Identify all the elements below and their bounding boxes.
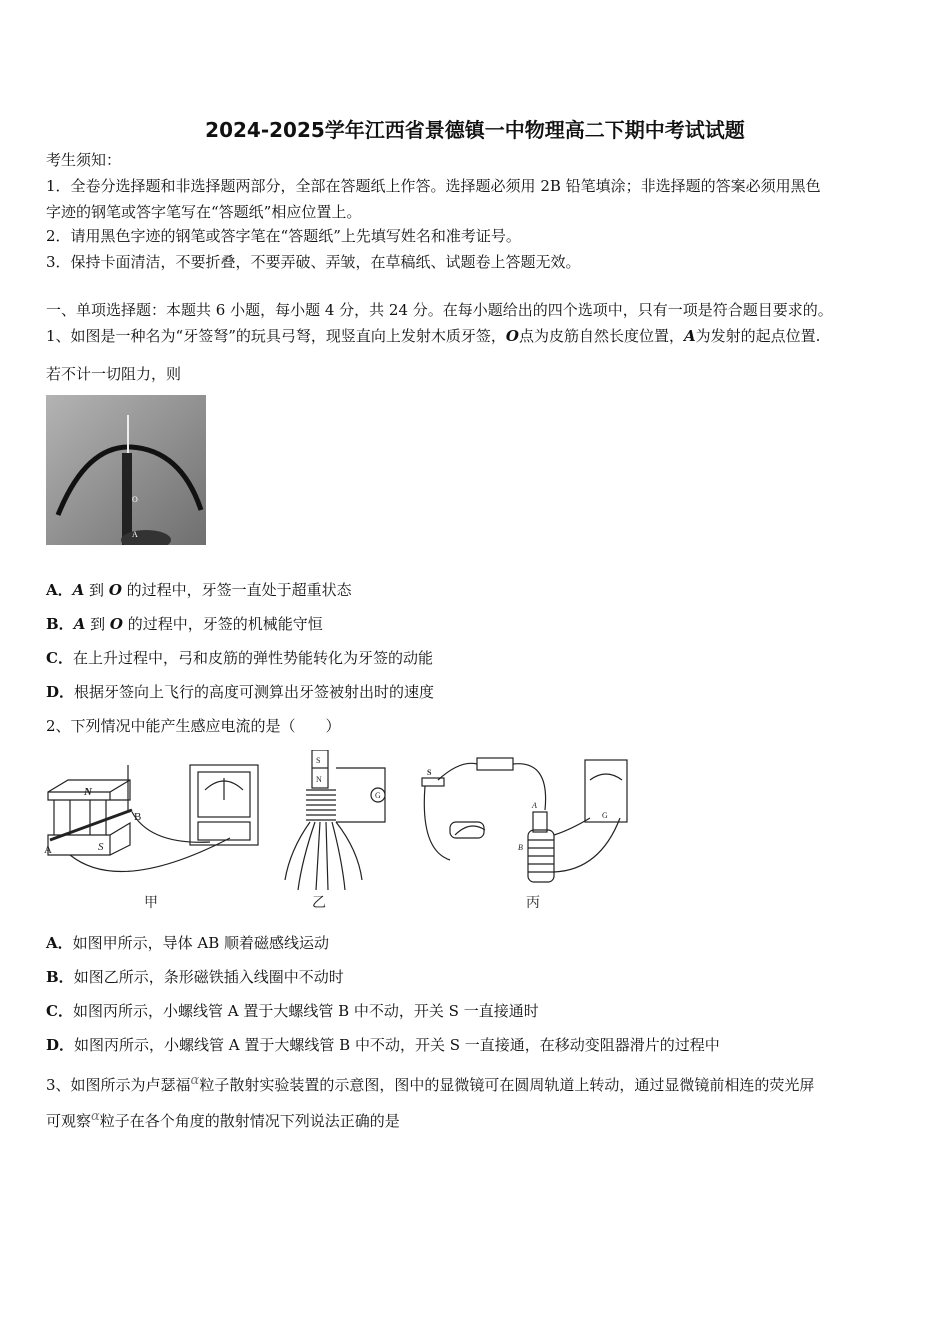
figure-jia — [44, 765, 258, 871]
option-text: 如图甲所示，导体 AB 顺着磁感线运动 — [72, 934, 330, 952]
q1-option-b[interactable] — [46, 614, 323, 634]
option-letter: A． — [46, 581, 73, 599]
option-text: 根据牙签向上飞行的高度可测算出牙签被射出时的速度 — [74, 683, 435, 701]
galvanometer-g: G — [602, 811, 608, 820]
point-a: A — [72, 581, 85, 599]
point-o: O — [109, 615, 123, 633]
option-text: 如图丙所示，小螺线管 A 置于大螺线管 B 中不动，开关 S 一直接通，在移动变阻器滑片的过程中 — [74, 1036, 720, 1054]
caption-bing: 丙 — [526, 896, 540, 911]
q2-stem: 2、下列情况中能产生感应电流的是（ ） — [46, 717, 341, 735]
conductor-end-a: A — [44, 844, 52, 856]
q2-option-d[interactable] — [46, 1035, 720, 1055]
q3-stem-text: 粒子在各个角度的散射情况下列说法正确的是 — [99, 1112, 400, 1130]
point-a: A — [683, 327, 696, 345]
option-letter: B． — [46, 968, 74, 986]
photo-label-o: O — [132, 495, 138, 504]
q1-stem — [46, 326, 820, 346]
notice-item: 2．请用黑色字迹的钢笔或答字笔在“答题纸”上先填写姓名和准考证号。 — [46, 227, 521, 245]
bar-magnet-n: N — [316, 775, 322, 784]
option-letter: A． — [46, 934, 73, 952]
q1-stem-text: 为发射的起点位置. — [695, 327, 821, 345]
point-o: O — [505, 327, 519, 345]
notice-item: 1．全卷分选择题和非选择题两部分，全部在答题纸上作答。选择题必须用 2B 铅笔填涂；非选择题的答案必须用黑色 — [46, 177, 821, 195]
q1-stem2: 若不计一切阻力，则 — [46, 365, 182, 383]
q1-stem-text: 1、如图是一种名为“牙签弩”的玩具弓弩，现竖直向上发射木质牙签， — [46, 327, 506, 345]
option-text: 到 — [85, 615, 110, 633]
q2-option-c[interactable] — [46, 1001, 539, 1021]
alpha-symbol: α — [91, 1109, 100, 1124]
q1-option-c[interactable] — [46, 648, 433, 668]
q3-stem-text: 可观察 — [46, 1112, 92, 1130]
switch-s: S — [427, 768, 432, 777]
photo-label-a: A — [132, 530, 138, 539]
option-letter: D． — [46, 683, 75, 701]
option-text: 到 — [84, 581, 109, 599]
magnet-pole-s: S — [98, 841, 104, 853]
figure-bing — [422, 758, 627, 882]
bar-magnet-s: S — [316, 756, 321, 765]
q2-option-b[interactable] — [46, 967, 344, 987]
q3-stem-text: 粒子散射实验装置的示意图，图中的显微镜可在圆周轨道上转动，通过显微镜前相连的荧光屏 — [199, 1076, 815, 1094]
figure-yi — [285, 750, 385, 890]
point-a: A — [73, 615, 86, 633]
q3-stem — [46, 1071, 814, 1095]
solenoid-b: B — [518, 843, 523, 852]
option-letter: D． — [46, 1036, 75, 1054]
q1-option-a[interactable] — [46, 580, 352, 600]
option-letter: B． — [46, 615, 74, 633]
section-heading: 一、单项选择题：本题共 6 小题，每小题 4 分，共 24 分。在每小题给出的四个选项中，只有一项是符合题目要求的。 — [46, 301, 833, 319]
option-letter: C． — [46, 649, 73, 667]
option-text: 在上升过程中，弓和皮筋的弹性势能转化为牙签的动能 — [72, 649, 433, 667]
option-text: 的过程中，牙签一直处于超重状态 — [121, 581, 352, 599]
q3-stem-text: 3、如图所示为卢瑟福 — [46, 1076, 191, 1094]
point-o: O — [108, 581, 122, 599]
notice-heading: 考生须知： — [46, 151, 122, 169]
caption-jia: 甲 — [144, 896, 158, 911]
option-text: 如图乙所示，条形磁铁插入线圈中不动时 — [73, 968, 344, 986]
alpha-symbol: α — [190, 1073, 200, 1088]
galvanometer-g: G — [375, 791, 381, 800]
solenoid-a: A — [532, 801, 537, 810]
notice-item: 字迹的钢笔或答字笔写在“答题纸”相应位置上。 — [46, 203, 362, 221]
magnet-pole-n: N — [84, 786, 92, 798]
q1-stem-text: 点为皮筋自然长度位置， — [518, 327, 684, 345]
notice-item: 3．保持卡面清洁，不要折叠，不要弄破、弄皱，在草稿纸、试题卷上答题无效。 — [46, 253, 581, 271]
q2-option-a[interactable] — [46, 933, 329, 953]
option-letter: C． — [46, 1002, 73, 1020]
q3-stem2 — [46, 1107, 400, 1131]
option-text: 如图丙所示，小螺线管 A 置于大螺线管 B 中不动，开关 S 一直接通时 — [72, 1002, 539, 1020]
toothpick-crossbow-photo — [46, 395, 206, 545]
induction-figures — [40, 750, 640, 915]
page-title: 2024-2025学年江西省景德镇一中物理高二下期中考试试题 — [205, 118, 745, 142]
caption-yi: 乙 — [312, 896, 326, 911]
option-text: 的过程中，牙签的机械能守恒 — [122, 615, 323, 633]
q1-option-d[interactable] — [46, 682, 434, 702]
conductor-end-b: B — [134, 811, 142, 823]
